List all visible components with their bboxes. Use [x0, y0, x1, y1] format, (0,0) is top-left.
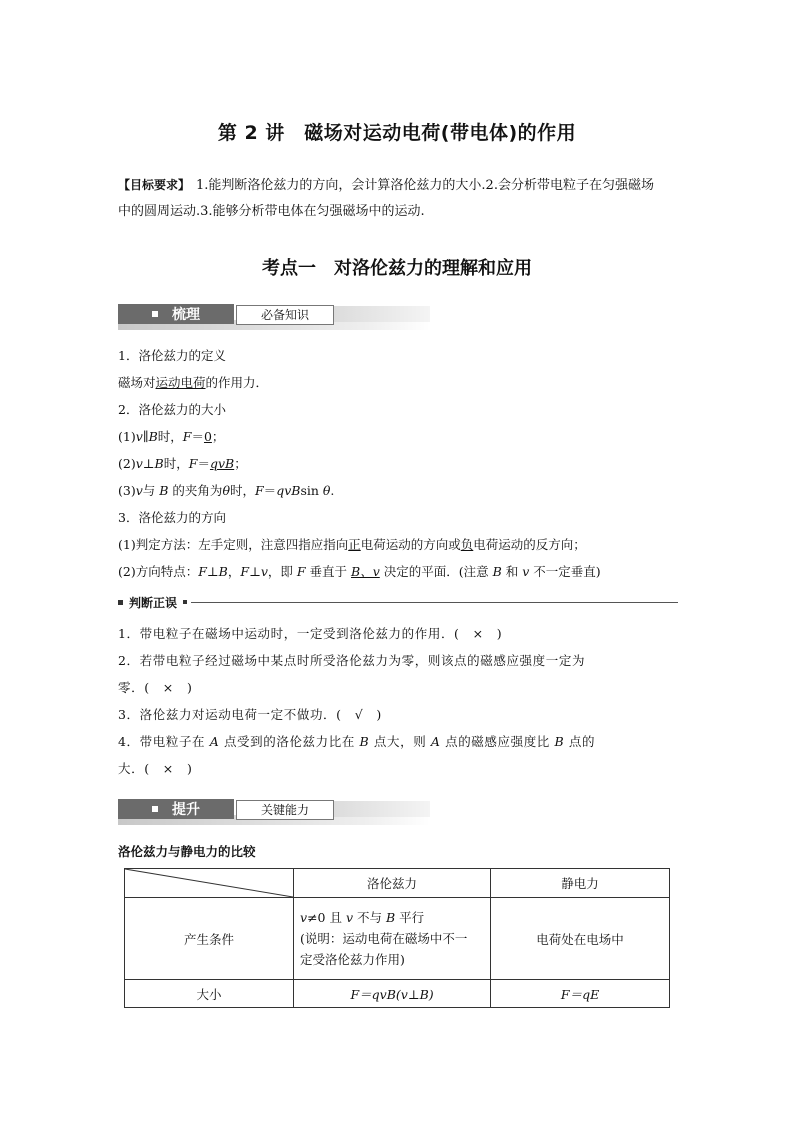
learning-goals [118, 172, 678, 225]
table-row [125, 980, 670, 1008]
judge-label: 判断正误 [129, 595, 178, 610]
row-label-condition: 产生条件 [125, 898, 294, 980]
judge-item-2b: 零．( × ) [118, 680, 193, 695]
band-review-tab: 梳理 [118, 304, 234, 324]
section-band-improve [118, 799, 430, 825]
magnitude-case-3: (3)v与 B 的夹角为θ时，F＝qvBsin θ. [118, 483, 335, 498]
column-header-electric: 静电力 [491, 869, 670, 898]
page-title: 第 2 讲 磁场对运动电荷(带电体)的作用 [217, 122, 577, 144]
square-bullet-icon [152, 806, 158, 812]
judge-item-4a: 4．带电粒子在 A 点受到的洛伦兹力比在 B 点大，则 A 点的磁感应强度比 B 点的 [118, 734, 596, 749]
goal-line-2: 中的圆周运动.3.能够分析带电体在匀强磁场中的运动. [118, 204, 425, 219]
definition-line: 磁场对运动电荷的作用力． [118, 375, 269, 390]
square-bullet-icon [118, 600, 123, 605]
electric-condition-cell: 电荷处在电场中 [491, 898, 670, 980]
diagonal-header-cell [125, 869, 294, 898]
goal-line-1: 1.能判断洛伦兹力的方向，会计算洛伦兹力的大小.2.会分析带电粒子在匀强磁场 [196, 178, 654, 193]
column-header-lorentz: 洛伦兹力 [294, 869, 491, 898]
dot-icon [183, 600, 187, 604]
magnitude-case-2: (2)v⊥B时，F＝qvB； [118, 456, 247, 471]
table-header-row [125, 869, 670, 898]
direction-rule-2: (2)方向特点：F⊥B，F⊥v，即 F 垂直于 B、v 决定的平面．(注意 B 和 v 不一定垂直) [118, 564, 601, 579]
comparison-table [124, 868, 670, 1008]
judge-block [118, 620, 678, 782]
lorentz-magnitude-cell: F＝qvB(v⊥B) [294, 980, 491, 1008]
knowledge-block [118, 342, 678, 585]
row-label-magnitude: 大小 [125, 980, 294, 1008]
knowledge-heading-3: 3．洛伦兹力的方向 [118, 510, 226, 525]
judge-item-2a: 2．若带电粒子经过磁场中某点时所受洛伦兹力为零，则该点的磁感应强度一定为 [118, 653, 586, 668]
direction-rule-1: (1)判定方法：左手定则，注意四指应指向正电荷运动的方向或负电荷运动的反方向； [118, 537, 586, 552]
lorentz-condition-cell: v≠0 且 v 不与 B 平行 (说明：运动电荷在磁场中不一 定受洛伦兹力作用) [294, 898, 491, 980]
electric-magnitude-cell: F＝qE [491, 980, 670, 1008]
goal-label: 【目标要求】 [118, 178, 191, 192]
band-review-label: 必备知识 [236, 305, 334, 325]
judge-item-4b: 大．( × ) [118, 761, 193, 776]
band-improve-label: 关键能力 [236, 800, 334, 820]
comparison-title: 洛伦兹力与静电力的比较 [118, 844, 256, 859]
section-band-review [118, 304, 430, 330]
judge-item-1: 1．带电粒子在磁场中运动时，一定受到洛伦兹力的作用．( × ) [118, 626, 503, 641]
section-title: 考点一 对洛伦兹力的理解和应用 [262, 258, 532, 279]
judge-header [118, 593, 678, 611]
diagonal-line [125, 869, 293, 897]
table-row [125, 898, 670, 980]
divider [191, 602, 678, 603]
judge-item-3: 3．洛伦兹力对运动电荷一定不做功．( √ ) [118, 707, 382, 722]
knowledge-heading-2: 2．洛伦兹力的大小 [118, 402, 226, 417]
square-bullet-icon [152, 311, 158, 317]
knowledge-heading-1: 1．洛伦兹力的定义 [118, 348, 226, 363]
band-improve-tab: 提升 [118, 799, 234, 819]
magnitude-case-1: (1)v∥B时，F＝0； [118, 429, 225, 444]
